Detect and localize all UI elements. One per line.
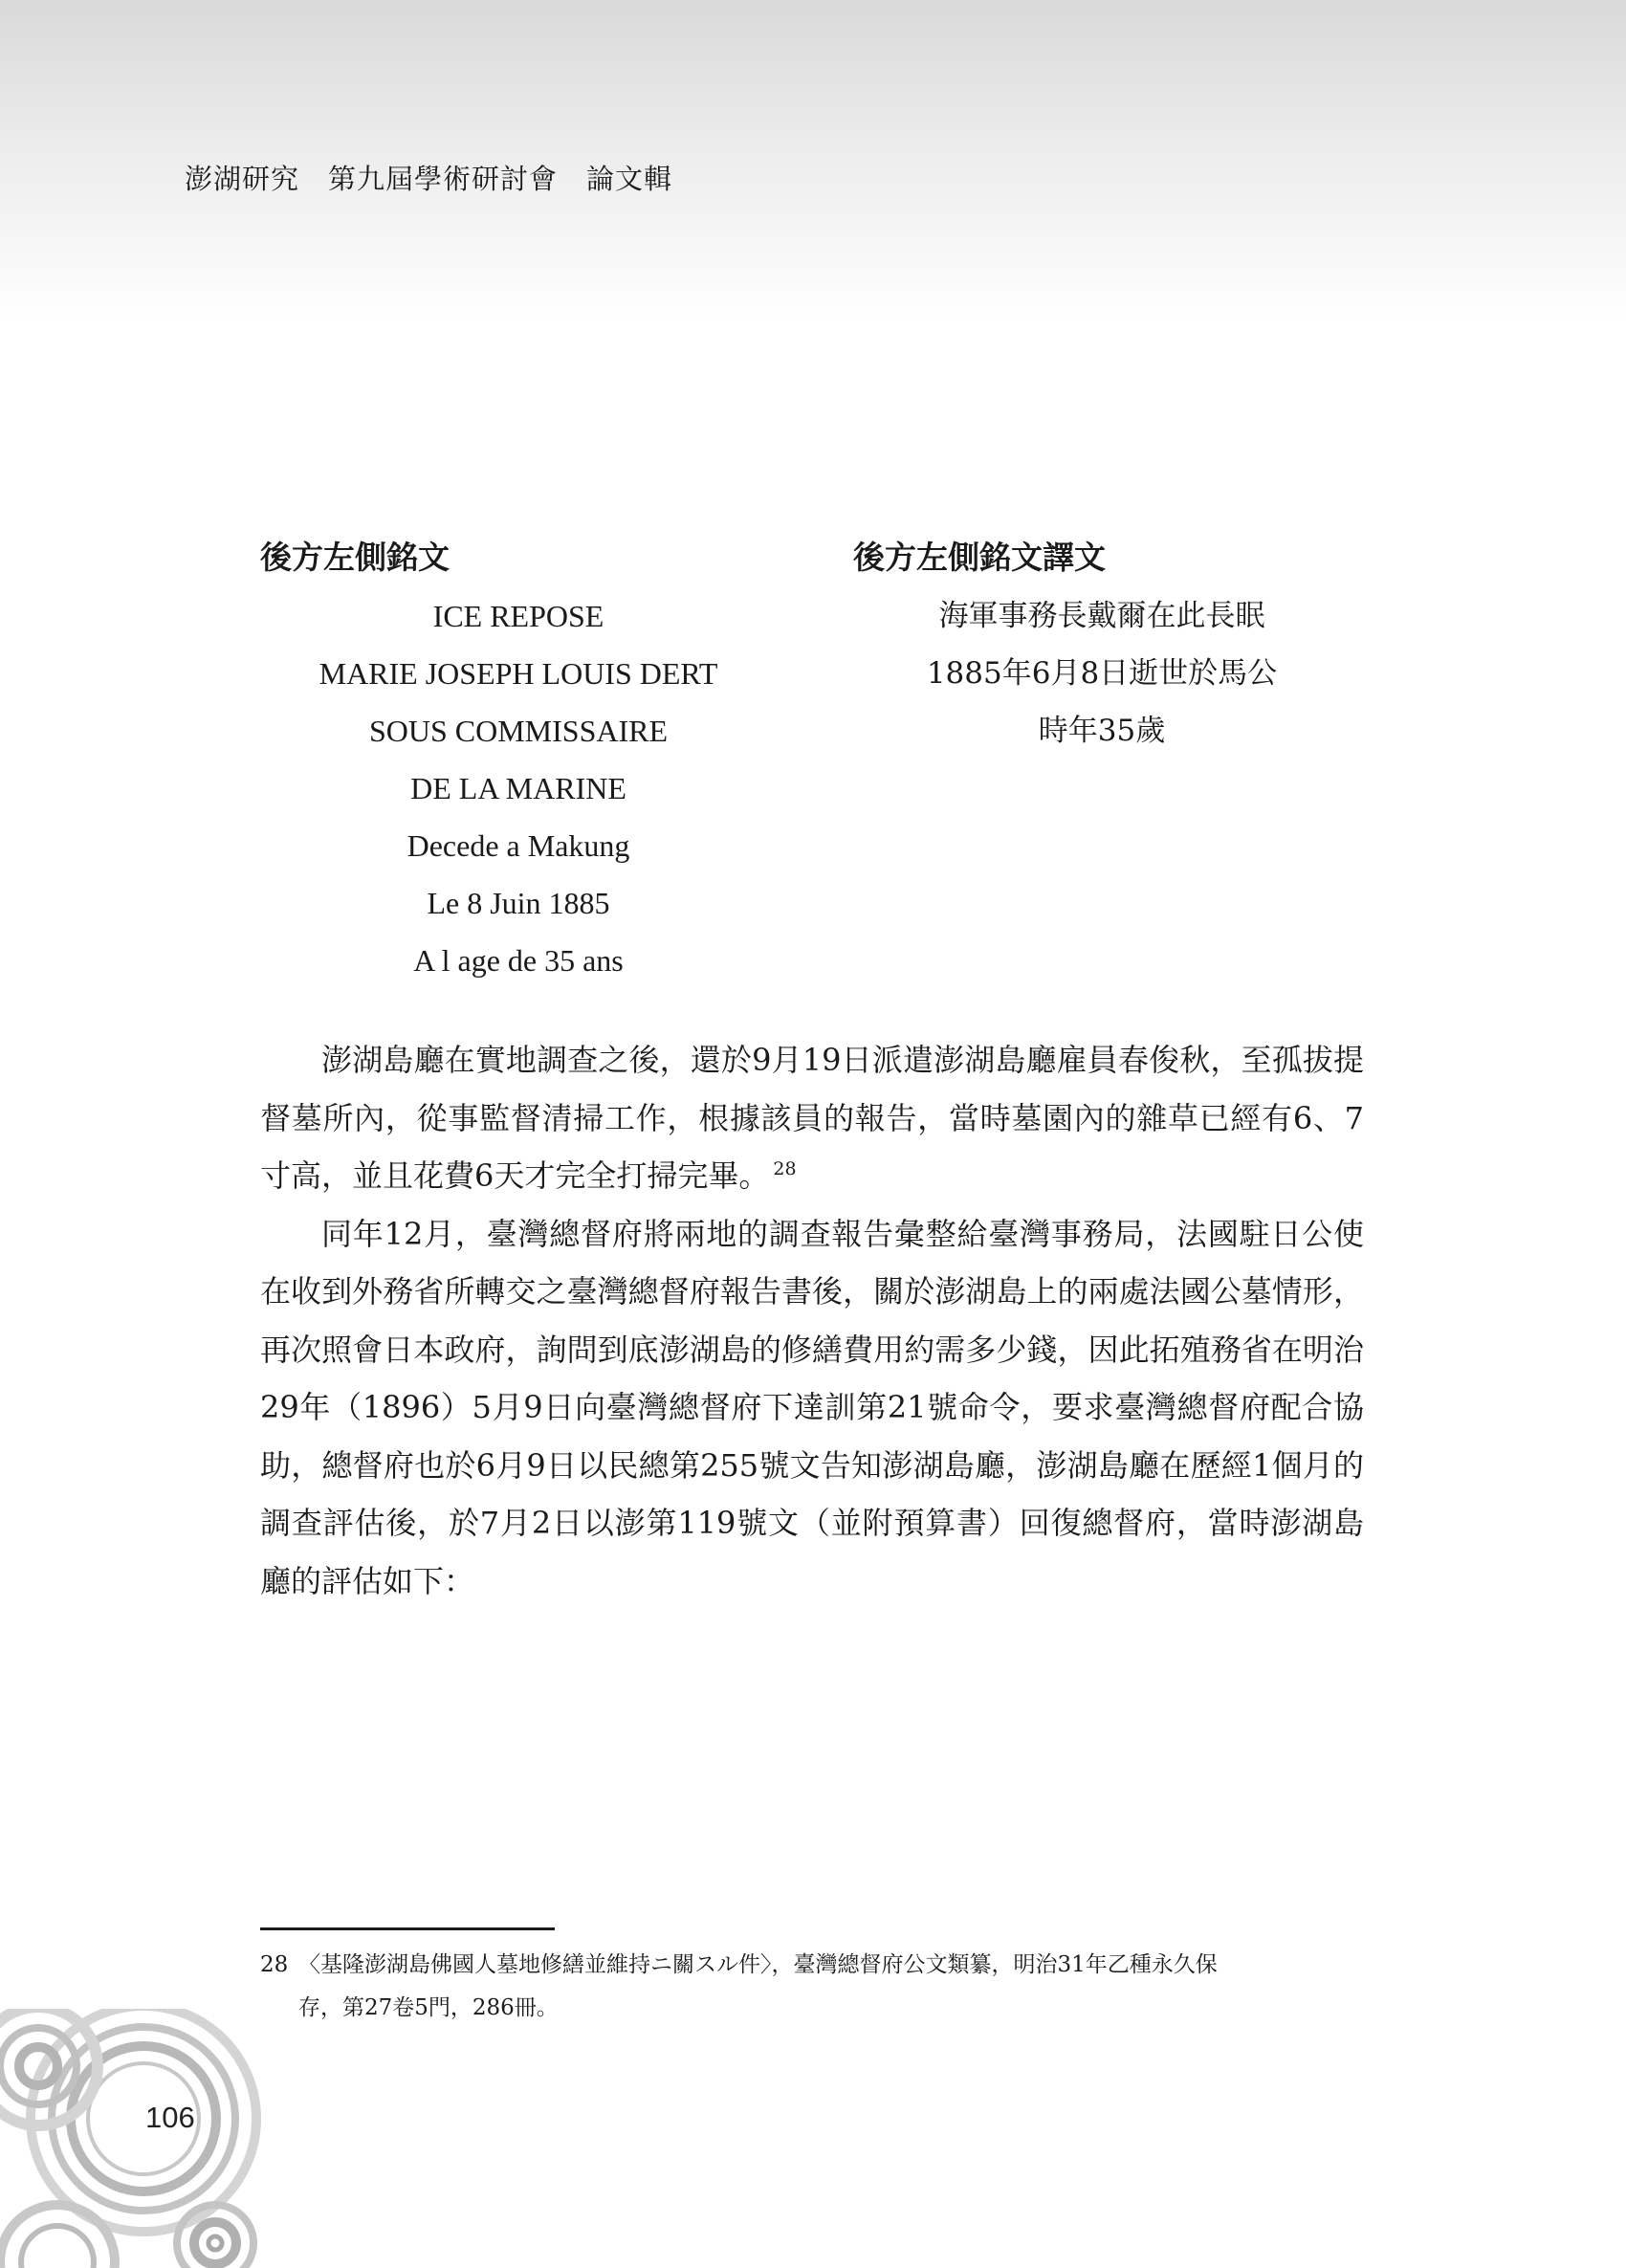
inscription-right-line: 1885年6月8日逝世於馬公	[926, 656, 1278, 691]
body-paragraph-1	[260, 1031, 1364, 1205]
inscription-right-heading: 後方左側銘文譯文	[853, 539, 1106, 576]
inscription-right-line: 海軍事務長戴爾在此長眠	[938, 599, 1265, 633]
footnote-number: 28	[260, 1952, 289, 1977]
footnote-divider	[260, 1927, 555, 1930]
inscription-left-line: DE LA MARINE	[410, 771, 626, 805]
footnote	[260, 1944, 1364, 2030]
inscription-right-line: 時年35歲	[1038, 714, 1166, 748]
inscription-left-line: Decede a Makung	[406, 828, 630, 863]
body-paragraph-1-text: 澎湖島廳在實地調查之後，還於9月19日派遣澎湖島廳雇員春俊秋，至孤拔提督墓所內，從事監督清掃工作，根據該員的報告，當時墓園內的雜草已經有6、7寸高，並且花費6天才完全打掃完畢。	[260, 1042, 1364, 1194]
footnote-line-1	[260, 1944, 1364, 1987]
footnote-text-line-1: 〈基隆澎湖島佛國人墓地修繕並維持ニ關スル件〉，臺灣總督府公文類纂，明治31年乙種永久保	[298, 1952, 1218, 1977]
inscription-left-line: Le 8 Juin 1885	[427, 886, 610, 920]
inscription-left-line: SOUS COMMISSAIRE	[368, 714, 669, 748]
body-paragraph-2: 同年12月，臺灣總督府將兩地的調查報告彙整給臺灣事務局，法國駐日公使在收到外務省所轉交之臺灣總督府報告書後，關於澎湖島上的兩處法國公墓情形，再次照會日本政府，詢問到底澎湖島的修繕費用約需多少錢，因此拓殖務省在明治29年（1896）5月9日向臺灣總督府下達訓第21號命令，要求臺灣總督府配合協助，總督府也於6月9日以民總第255號文告知澎湖島廳，澎湖島廳在歷經1個月的調查評估後，於7月2日以澎第119號文（並附預算書）回復總督府，當時澎湖島廳的評估如下：	[260, 1215, 1364, 1599]
inscription-left-heading: 後方左側銘文	[260, 539, 450, 576]
footnote-reference[interactable]: 28	[773, 1158, 797, 1180]
concentric-circles-decoration	[0, 2009, 287, 2268]
inscription-left-line: ICE REPOSE	[432, 599, 604, 633]
inscription-left-column	[260, 534, 777, 989]
inscription-right-lines	[853, 587, 1351, 760]
inscription-left-line: MARIE JOSEPH LOUIS DERT	[319, 656, 718, 691]
body-text	[260, 1031, 1364, 1610]
inscription-left-line: A l age de 35 ans	[413, 943, 624, 978]
footnote-text-line-2: 存，第27卷5門，286冊。	[298, 1995, 559, 2020]
running-header-title: 澎湖研究 第九屆學術研討會 論文輯	[185, 163, 673, 195]
inscription-left-lines	[260, 587, 777, 989]
inscription-right-column	[853, 534, 1351, 760]
page-number: 106	[145, 2101, 195, 2134]
